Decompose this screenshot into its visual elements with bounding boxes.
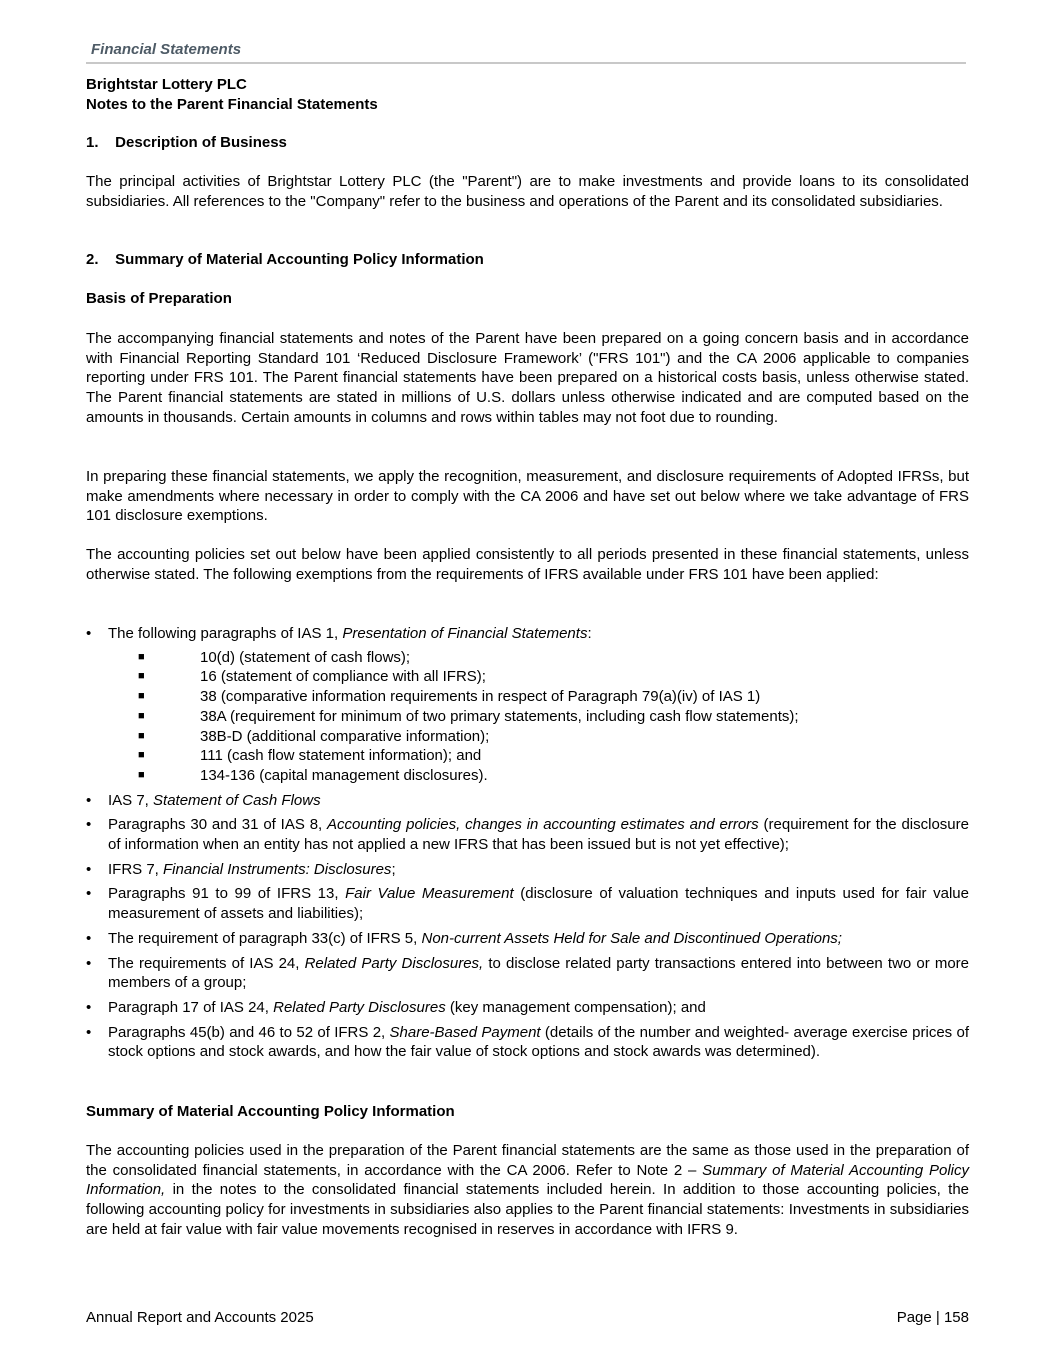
- sub-item-text: 134-136 (capital management disclosures).: [200, 766, 488, 784]
- square-bullet-icon: ■: [138, 670, 145, 683]
- item-italic: Statement of Cash Flows: [153, 791, 321, 809]
- item-text: The requirements of IAS 24,: [108, 954, 305, 972]
- item-italic: Related Party Disclosures,: [304, 954, 484, 972]
- ias1-paragraph-item: [108, 707, 969, 727]
- item-text: Paragraphs 91 to 99 of IFRS 13,: [108, 885, 346, 903]
- item-text: IAS 7,: [108, 791, 154, 809]
- item-text: Paragraphs 30 and 31 of IAS 8,: [108, 816, 328, 834]
- item-text-end: ;: [391, 860, 396, 878]
- sub-item-text: 111 (cash flow statement information); and: [200, 747, 482, 765]
- bullet-icon: •: [86, 1023, 92, 1041]
- square-bullet-icon: ■: [138, 749, 145, 762]
- ias1-paragraph-list: [108, 648, 969, 786]
- item-text-end: :: [587, 625, 592, 642]
- exemption-item: [86, 884, 969, 923]
- notes-title: Notes to the Parent Financial Statements: [86, 95, 378, 113]
- item-text: Paragraph 17 of IAS 24,: [108, 998, 274, 1016]
- square-bullet-icon: ■: [138, 709, 145, 722]
- item-text: The following paragraphs of IAS 1,: [108, 625, 343, 642]
- footer-report-title: Annual Report and Accounts 2025: [86, 1309, 314, 1326]
- ias1-paragraph-item: [108, 766, 969, 786]
- item-text-end: (requirement for the disclosure of information when an entity has not applied a new IFRS that has been issued but is not yet effective);: [108, 816, 969, 854]
- ias1-paragraph-item: [108, 648, 969, 668]
- exemptions-list: [86, 624, 969, 1062]
- square-bullet-icon: ■: [138, 768, 145, 781]
- item-text-end: to disclose related party transactions entered into between two or more members of a group;: [108, 954, 970, 992]
- exemption-item: [86, 1023, 969, 1062]
- exemption-item: [86, 815, 969, 854]
- bullet-icon: •: [86, 954, 92, 972]
- item-text-end: (key management compensation); and: [445, 998, 706, 1016]
- sub-item-text: 38 (comparative information requirements in respect of Paragraph 79(a)(iv) of IAS 1): [200, 688, 761, 706]
- section-2-heading: 2. Summary of Material Accounting Policy Information: [86, 251, 484, 268]
- header-divider: [86, 62, 966, 64]
- item-text-end: (disclosure of valuation techniques and inputs used for fair value measurement of assets and liabilities);: [108, 885, 969, 923]
- square-bullet-icon: ■: [138, 729, 145, 742]
- item-italic: Share-Based Payment: [389, 1023, 541, 1041]
- basis-heading: Basis of Preparation: [86, 290, 232, 307]
- exemption-item: [86, 998, 969, 1018]
- section-1-heading: 1. Description of Business: [86, 134, 287, 151]
- ias1-paragraph-item: [108, 667, 969, 687]
- summary-text: The accounting policies used in the preparation of the Parent financial statements are the same as those used in the preparation of the consolidated financial statements, in accordance with the CA 2006. Refer to Note 2 –: [86, 1142, 969, 1179]
- item-text-end: (details of the number and weighted- average exercise prices of stock options and stock awards, and how the fair value of stock options and stock awards was determined).: [108, 1023, 970, 1061]
- section-1-paragraph: The principal activities of Brightstar Lottery PLC (the "Parent") are to make investments and provide loans to its consolidated subsidiaries. All references to the "Company" refer to the business and operations of the Parent and its consolidated subsidiaries.: [86, 173, 969, 210]
- item-italic: Fair Value Measurement: [345, 885, 514, 903]
- basis-paragraph-3: The accounting policies set out below have been applied consistently to all periods presented in these financial statements, unless otherwise stated. The following exemptions from the requirements of IFRS available under FRS 101 have been applied:: [86, 546, 969, 583]
- square-bullet-icon: ■: [138, 650, 145, 663]
- bullet-icon: •: [86, 816, 92, 834]
- sub-item-text: 38A (requirement for minimum of two primary statements, including cash flow statements);: [200, 707, 799, 725]
- ias1-paragraph-item: [108, 687, 969, 707]
- summary-paragraph: [86, 1141, 969, 1240]
- exemption-item: [86, 860, 969, 880]
- item-italic: Financial Instruments: Disclosures: [163, 860, 392, 878]
- company-name: Brightstar Lottery PLC: [86, 76, 247, 93]
- exemption-item: [86, 954, 969, 993]
- exemption-item: [86, 624, 969, 786]
- ias1-paragraph-item: [108, 746, 969, 766]
- item-text: IFRS 7,: [108, 860, 164, 878]
- bullet-icon: •: [86, 791, 92, 809]
- item-italic: Accounting policies, changes in accounting estimates and errors: [327, 816, 759, 834]
- sub-item-text: 38B-D (additional comparative information);: [200, 727, 490, 745]
- square-bullet-icon: ■: [138, 690, 145, 703]
- section-header: Financial Statements: [91, 41, 242, 58]
- document-title: [86, 75, 969, 114]
- bullet-icon: •: [86, 998, 92, 1016]
- item-italic: Related Party Disclosures: [273, 998, 446, 1016]
- sub-item-text: 10(d) (statement of cash flows);: [200, 648, 411, 666]
- bullet-icon: •: [86, 860, 92, 878]
- bullet-icon: •: [86, 929, 92, 947]
- summary-italic: Summary of Material Accounting Policy Information,: [86, 1161, 969, 1199]
- item-text: Paragraphs 45(b) and 46 to 52 of IFRS 2,: [108, 1023, 390, 1041]
- exemption-item: [86, 929, 969, 949]
- sub-item-text: 16 (statement of compliance with all IFRS);: [200, 668, 486, 686]
- item-italic: Non-current Assets Held for Sale and Discontinued Operations;: [421, 929, 842, 947]
- bullet-icon: •: [86, 625, 92, 642]
- footer-page-number: Page | 158: [896, 1309, 969, 1326]
- basis-paragraph-2: In preparing these financial statements, we apply the recognition, measurement, and disclosure requirements of Adopted IFRSs, but make amendments where necessary in order to comply with the CA 2006 and have set out below where we take advantage of FRS 101 disclosure exemptions.: [86, 468, 969, 525]
- item-text: The requirement of paragraph 33(c) of IFRS 5,: [108, 929, 422, 947]
- summary-heading: Summary of Material Accounting Policy Information: [86, 1103, 455, 1120]
- item-italic: Presentation of Financial Statements: [342, 625, 588, 642]
- bullet-icon: •: [86, 885, 92, 903]
- ias1-paragraph-item: [108, 727, 969, 747]
- summary-text-end: in the notes to the consolidated financial statements included herein. In addition to those accounting policies, the following accounting policy for investments in subsidiaries also applies to the Parent financial statements: Investments in subsidiaries are held at fair value with fair value movements recognised in reserves in accordance with IFRS 9.: [86, 1181, 969, 1238]
- exemption-item: [86, 791, 969, 811]
- basis-paragraph-1: The accompanying financial statements and notes of the Parent have been prepared on a going concern basis and in accordance with Financial Reporting Standard 101 ‘Reduced Disclosure Framework’ ("FRS 101") and the CA 2006 applicable to companies reporting under FRS 101. The Parent financial statements have been prepared on a historical costs basis, unless otherwise stated. The Parent financial statements are stated in millions of U.S. dollars unless otherwise indicated and are computed based on the amounts in thousands. Certain amounts in columns and rows within tables may not foot due to rounding.: [86, 330, 969, 426]
